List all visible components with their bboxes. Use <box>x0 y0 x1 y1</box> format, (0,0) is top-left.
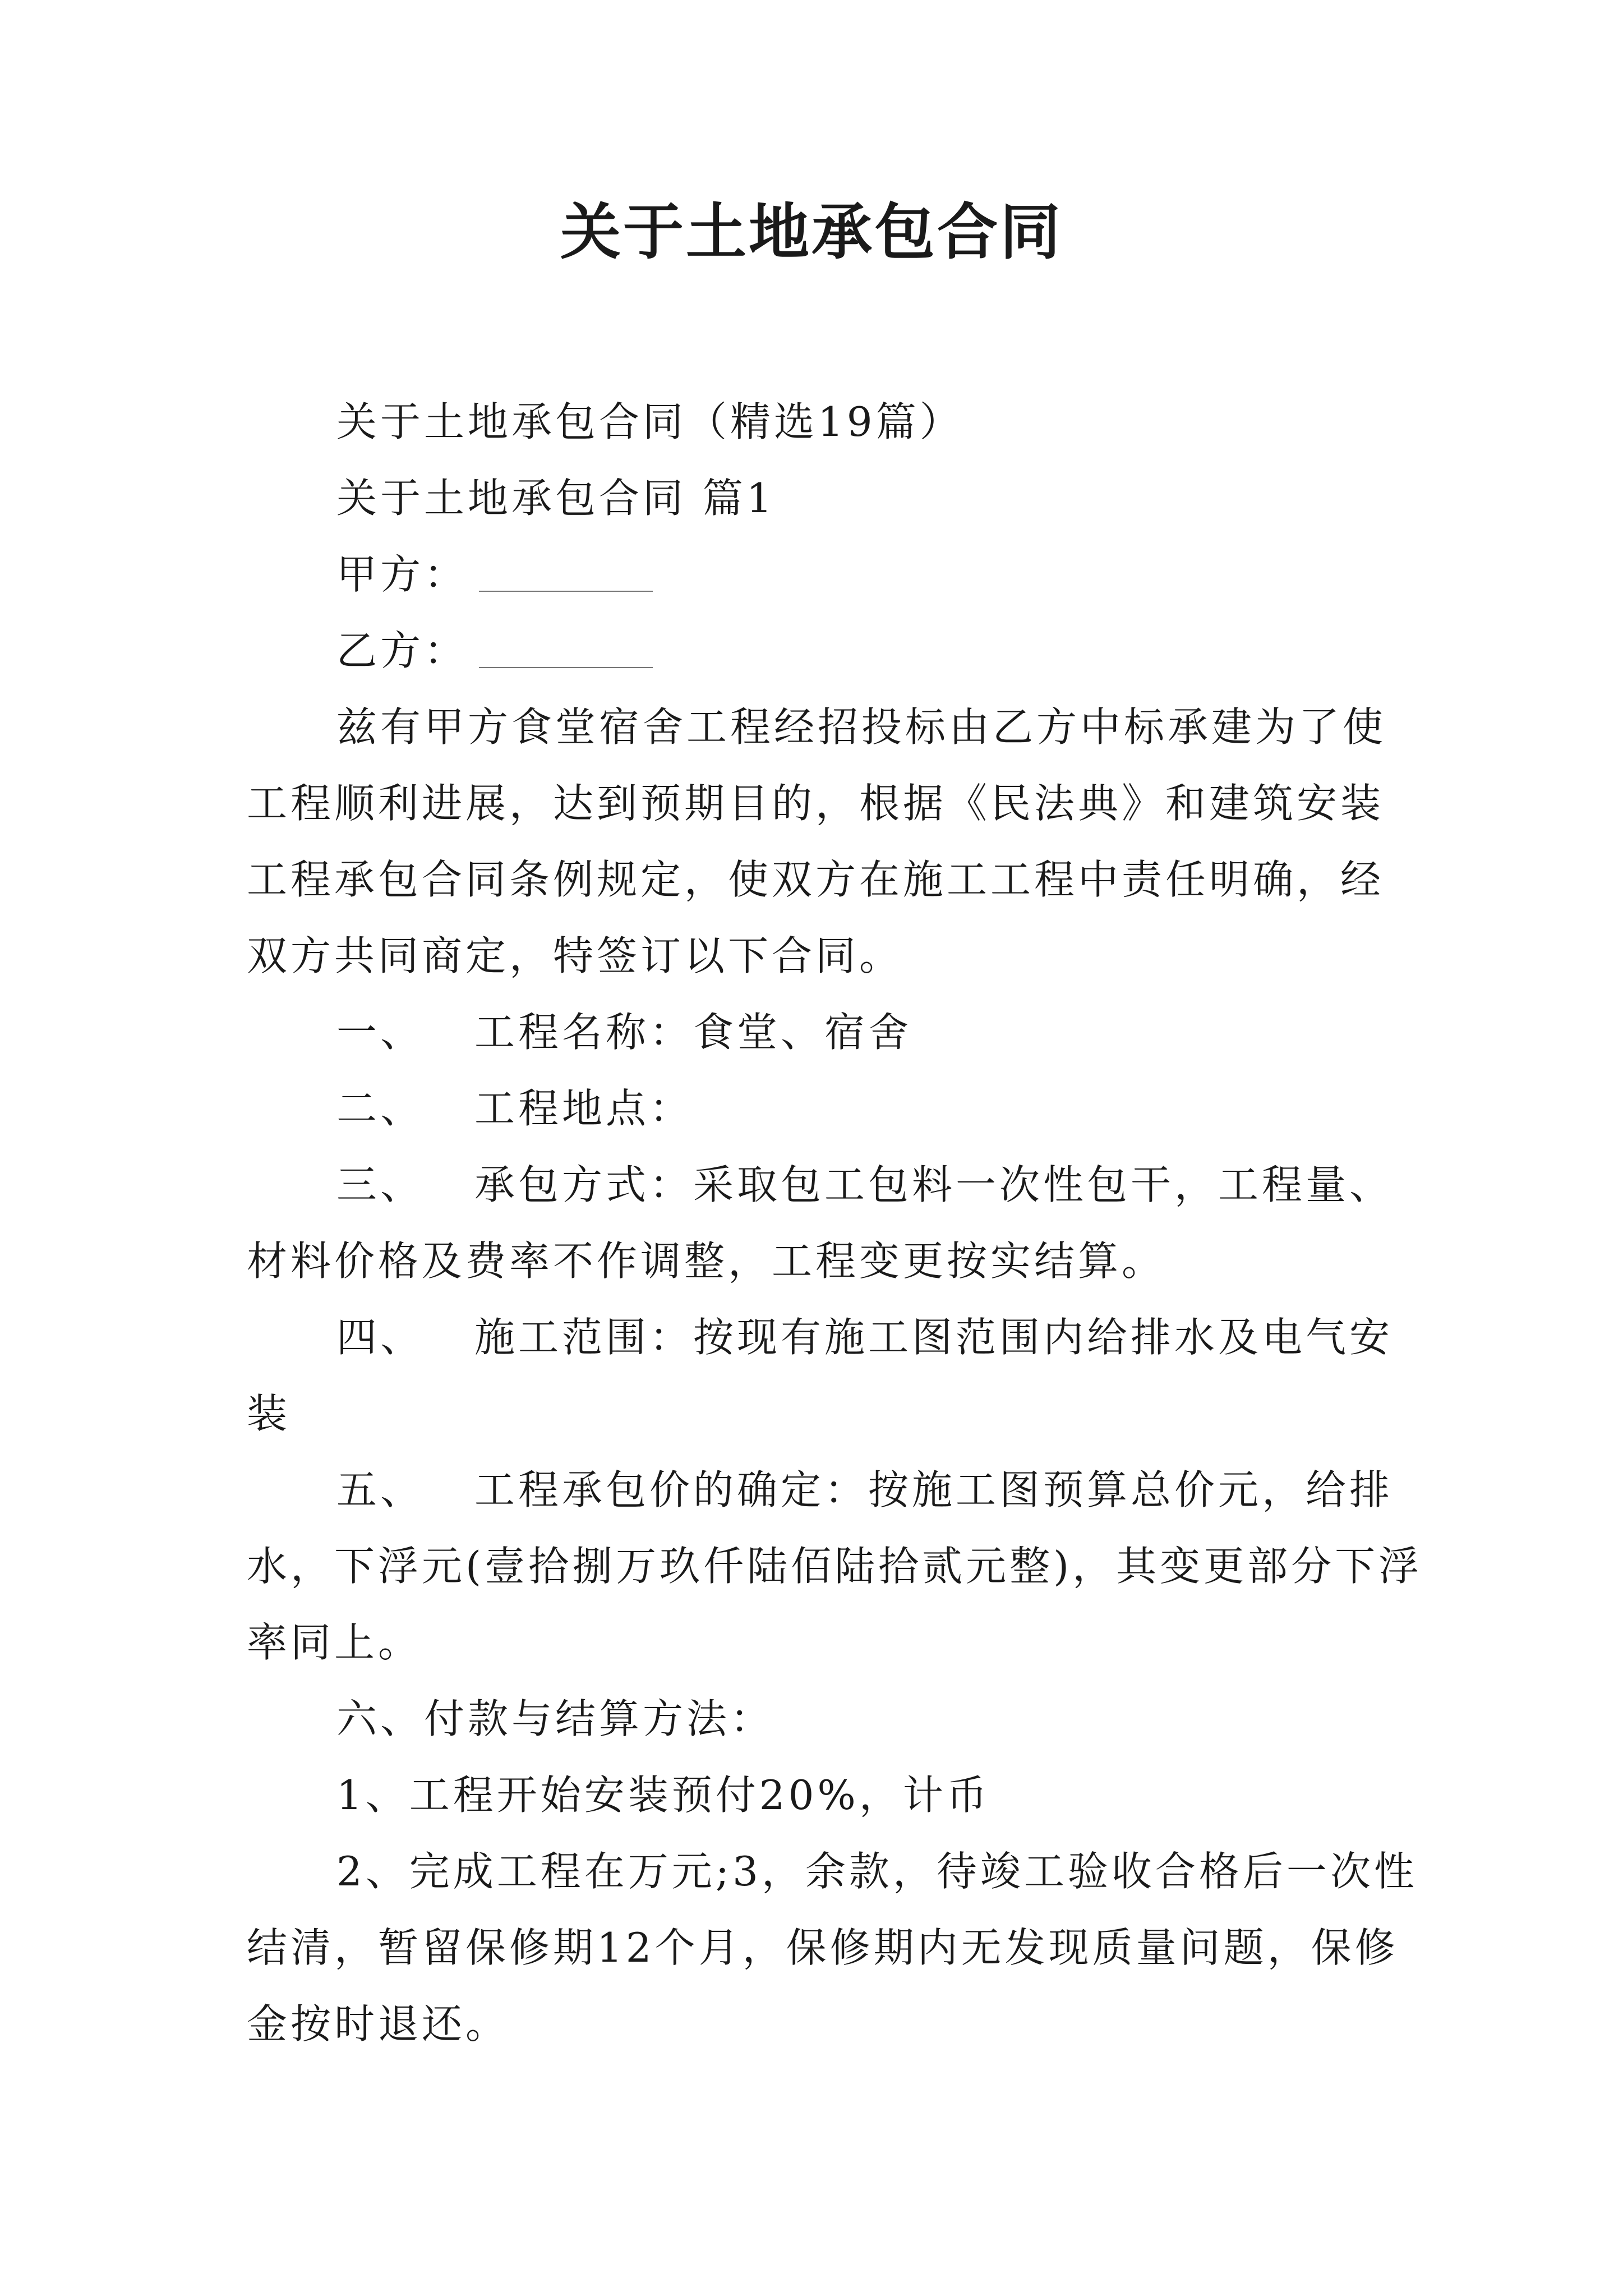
clause-5 <box>247 1452 1424 1681</box>
party-b-line <box>247 613 1424 689</box>
document-title: 关于土地承包合同 <box>560 197 1063 268</box>
clause-5-text: 工程承包价的确定：按施工图预算总价元，给排水，下浮元(壹拾捌万玖仟陆佰陆拾贰元整)，其变更部分下浮率同上。 <box>247 1466 1423 1666</box>
clause-1-number: 一、 <box>336 1009 425 1056</box>
clause-4 <box>247 1299 1424 1452</box>
clause-5-number: 五、 <box>336 1466 425 1513</box>
payment-item-2: 2、完成工程在万元;3，余款，待竣工验收合格后一次性结清，暂留保修期12个月，保修期内无发现质量问题，保修金按时退还。 <box>247 1848 1418 2047</box>
clause-2-number: 二、 <box>336 1085 425 1132</box>
party-a-label: 甲方： <box>336 551 468 598</box>
clause-1-text: 工程名称：食堂、宿舍 <box>474 1009 912 1056</box>
clause-6-heading: 六、付款与结算方法： <box>336 1695 774 1742</box>
intro-paragraph: 兹有甲方食堂宿舍工程经招投标由乙方中标承建为了使工程顺利进展，达到预期目的，根据《民法典》和建筑安装工程承包合同条例规定，使双方在施工工程中责任明确，经双方共同商定，特签订以下合同。 <box>247 703 1387 979</box>
clause-4-number: 四、 <box>336 1314 425 1361</box>
party-b-label: 乙方： <box>336 627 468 674</box>
party-a-line <box>247 536 1424 613</box>
clause-1 <box>247 994 1424 1070</box>
section-heading: 关于土地承包合同 篇1 <box>336 475 776 522</box>
party-b-blank <box>479 633 653 668</box>
clause-2 <box>247 1070 1424 1147</box>
clause-2-text: 工程地点： <box>474 1085 694 1132</box>
subtitle-paragraph: 关于土地承包合同（精选19篇） <box>336 398 963 445</box>
document-body <box>247 384 1424 2062</box>
party-a-blank <box>479 557 653 592</box>
clause-3 <box>247 1147 1424 1299</box>
clause-4-text: 施工范围：按现有施工图范围内给排水及电气安装 <box>247 1314 1394 1437</box>
clause-3-text: 承包方式：采取包工包料一次性包干，工程量、材料价格及费率不作调整，工程变更按实结算。 <box>247 1161 1394 1285</box>
payment-item-1: 1、工程开始安装预付20%，计币 <box>336 1772 990 1819</box>
clause-3-number: 三、 <box>336 1161 425 1208</box>
